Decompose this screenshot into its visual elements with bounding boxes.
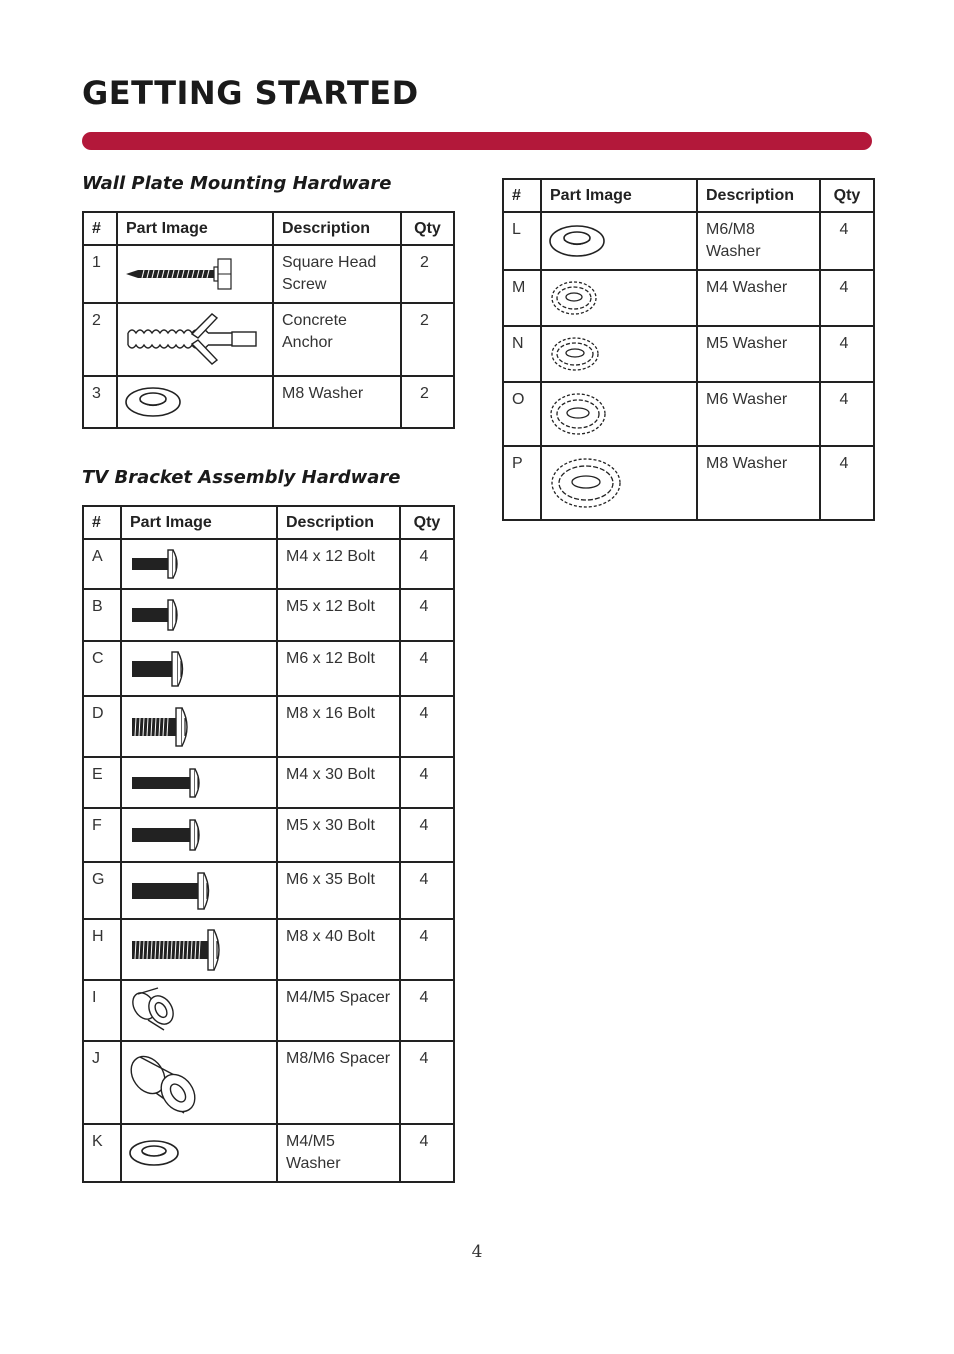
tv-bracket-section-title: TV Bracket Assembly Hardware	[82, 467, 401, 488]
header-number: #	[503, 179, 541, 212]
table-row	[83, 1124, 454, 1182]
table-row	[83, 376, 454, 428]
wall-plate-section-title: Wall Plate Mounting Hardware	[82, 173, 392, 194]
part-id: 2	[83, 303, 117, 376]
part-image-cell	[541, 212, 697, 270]
bolt-icon	[126, 925, 234, 975]
part-image-cell	[117, 376, 273, 428]
tv-bracket-hardware-table	[82, 505, 455, 1183]
part-description: M8 Washer	[697, 446, 820, 520]
header-number: #	[83, 506, 121, 539]
bolt-icon	[126, 763, 216, 803]
table-row	[83, 1041, 454, 1124]
part-id: E	[83, 757, 121, 808]
table-row	[83, 696, 454, 757]
header-qty: Qty	[400, 506, 454, 539]
part-qty: 4	[400, 641, 454, 696]
table-row	[83, 539, 454, 589]
washers-hardware-table	[502, 178, 875, 521]
table-row	[83, 303, 454, 376]
table-header-row	[83, 506, 454, 539]
part-image-cell	[117, 245, 273, 303]
part-id: F	[83, 808, 121, 862]
part-description: M5 x 12 Bolt	[277, 589, 400, 641]
table-row	[83, 641, 454, 696]
part-image-cell	[121, 1124, 277, 1182]
part-description: M6 Washer	[697, 382, 820, 446]
table-row	[503, 446, 874, 520]
part-id: I	[83, 980, 121, 1041]
bolt-icon	[126, 544, 206, 584]
part-description: M6/M8 Washer	[697, 212, 820, 270]
star-lock-washer-icon	[546, 331, 608, 377]
part-qty: 4	[400, 980, 454, 1041]
part-qty: 4	[820, 270, 874, 326]
table-row	[83, 808, 454, 862]
part-description: M4 x 30 Bolt	[277, 757, 400, 808]
star-lock-washer-icon	[546, 275, 606, 321]
part-image-cell	[541, 382, 697, 446]
flat-washer-icon	[122, 384, 184, 420]
part-description: M8 x 16 Bolt	[277, 696, 400, 757]
header-qty: Qty	[401, 212, 454, 245]
table-row	[503, 382, 874, 446]
table-row	[83, 862, 454, 919]
part-id: 3	[83, 376, 117, 428]
part-id: H	[83, 919, 121, 980]
part-id: N	[503, 326, 541, 382]
page-title: GETTING STARTED	[82, 74, 419, 112]
part-description: M4/M5 Washer	[277, 1124, 400, 1182]
bolt-icon	[126, 815, 216, 855]
table-row	[83, 245, 454, 303]
header-qty: Qty	[820, 179, 874, 212]
part-id: P	[503, 446, 541, 520]
part-image-cell	[121, 980, 277, 1041]
table-row	[503, 212, 874, 270]
part-description: M5 Washer	[697, 326, 820, 382]
part-description: M8/M6 Spacer	[277, 1041, 400, 1124]
part-qty: 4	[820, 326, 874, 382]
part-id: L	[503, 212, 541, 270]
part-qty: 4	[400, 757, 454, 808]
part-qty: 4	[820, 382, 874, 446]
header-description: Description	[697, 179, 820, 212]
part-id: C	[83, 641, 121, 696]
star-lock-washer-icon	[546, 386, 616, 442]
part-description: Square Head Screw	[273, 245, 401, 303]
part-qty: 2	[401, 376, 454, 428]
part-description: M4/M5 Spacer	[277, 980, 400, 1041]
title-divider-bar	[82, 132, 872, 150]
wall-plate-hardware-table	[82, 211, 455, 429]
flat-washer-icon	[546, 222, 608, 260]
flat-washer-icon	[126, 1136, 182, 1170]
part-description: M4 x 12 Bolt	[277, 539, 400, 589]
part-description: M8 x 40 Bolt	[277, 919, 400, 980]
bolt-icon	[126, 647, 206, 691]
part-image-cell	[121, 757, 277, 808]
part-qty: 4	[400, 589, 454, 641]
part-qty: 4	[400, 808, 454, 862]
part-qty: 4	[400, 1041, 454, 1124]
spacer-icon	[126, 984, 186, 1038]
table-row	[83, 919, 454, 980]
part-qty: 4	[820, 446, 874, 520]
header-description: Description	[273, 212, 401, 245]
page-number: 4	[471, 1242, 483, 1262]
part-id: J	[83, 1041, 121, 1124]
part-image-cell	[121, 808, 277, 862]
part-image-cell	[121, 641, 277, 696]
spacer-icon	[126, 1047, 206, 1119]
bolt-icon	[126, 703, 206, 751]
part-image-cell	[541, 270, 697, 326]
part-qty: 4	[400, 1124, 454, 1182]
square-head-screw-icon	[122, 256, 234, 292]
header-part-image: Part Image	[541, 179, 697, 212]
part-id: O	[503, 382, 541, 446]
part-image-cell	[121, 589, 277, 641]
bolt-icon	[126, 868, 226, 914]
part-description: M5 x 30 Bolt	[277, 808, 400, 862]
part-image-cell	[121, 1041, 277, 1124]
part-id: G	[83, 862, 121, 919]
table-header-row	[503, 179, 874, 212]
part-image-cell	[541, 446, 697, 520]
part-id: K	[83, 1124, 121, 1182]
header-part-image: Part Image	[121, 506, 277, 539]
part-id: M	[503, 270, 541, 326]
header-description: Description	[277, 506, 400, 539]
header-number: #	[83, 212, 117, 245]
part-qty: 4	[400, 539, 454, 589]
part-qty: 4	[820, 212, 874, 270]
table-row	[83, 980, 454, 1041]
part-id: D	[83, 696, 121, 757]
part-id: B	[83, 589, 121, 641]
concrete-anchor-icon	[122, 310, 262, 370]
part-description: Concrete Anchor	[273, 303, 401, 376]
part-description: M6 x 35 Bolt	[277, 862, 400, 919]
part-description: M4 Washer	[697, 270, 820, 326]
part-image-cell	[121, 862, 277, 919]
part-qty: 4	[400, 919, 454, 980]
part-description: M8 Washer	[273, 376, 401, 428]
part-id: A	[83, 539, 121, 589]
table-row	[83, 589, 454, 641]
part-qty: 4	[400, 862, 454, 919]
bolt-icon	[126, 595, 206, 635]
header-part-image: Part Image	[117, 212, 273, 245]
part-qty: 4	[400, 696, 454, 757]
part-image-cell	[117, 303, 273, 376]
star-lock-washer-icon	[546, 451, 630, 515]
part-qty: 2	[401, 245, 454, 303]
part-qty: 2	[401, 303, 454, 376]
part-image-cell	[121, 919, 277, 980]
part-image-cell	[121, 696, 277, 757]
part-image-cell	[121, 539, 277, 589]
part-image-cell	[541, 326, 697, 382]
table-header-row	[83, 212, 454, 245]
table-row	[83, 757, 454, 808]
table-row	[503, 270, 874, 326]
part-description: M6 x 12 Bolt	[277, 641, 400, 696]
part-id: 1	[83, 245, 117, 303]
table-row	[503, 326, 874, 382]
